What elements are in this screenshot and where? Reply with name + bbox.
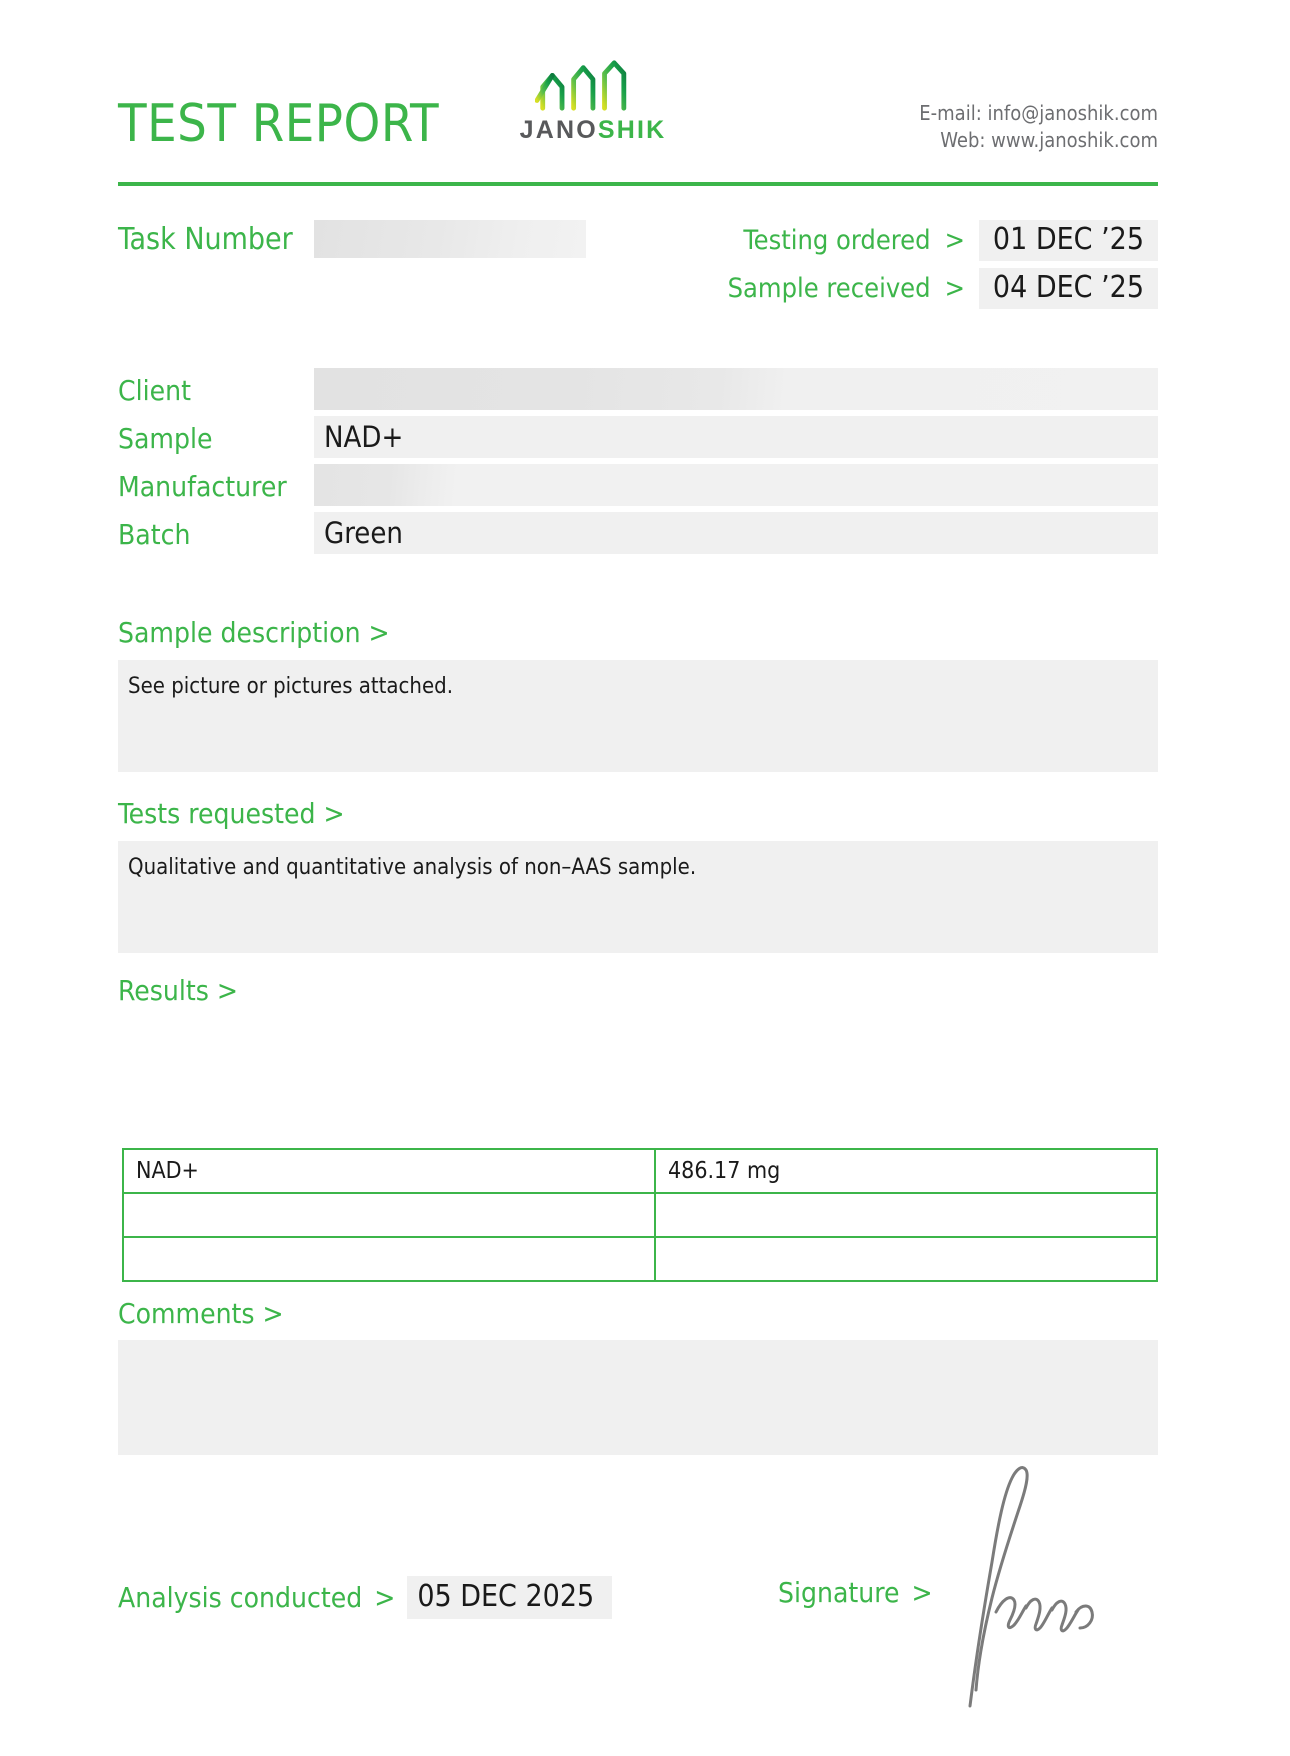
logo-wordmark [503, 116, 683, 145]
batch-value: Green [324, 516, 403, 550]
table-row [123, 1149, 1157, 1193]
report-sheet [118, 0, 1158, 1756]
caret-icon: > [944, 273, 965, 304]
testing-ordered-value: 01 DEC ’25 [979, 220, 1158, 261]
tests-requested-text: Qualitative and quantitative analysis of non–AAS sample. [128, 855, 697, 880]
contact-info [919, 100, 1158, 154]
caret-icon: > [911, 1576, 933, 1609]
comments-heading: Comments > [118, 1297, 284, 1330]
sample-received-value: 04 DEC ’25 [979, 268, 1158, 309]
chart-growth-icon [535, 58, 651, 114]
result-amount [655, 1193, 1157, 1237]
sample-label: Sample [118, 422, 213, 455]
contact-email: E-mail: info@janoshik.com [919, 101, 1158, 125]
client-label: Client [118, 374, 191, 407]
info-row-batch [118, 512, 1158, 556]
analysis-conducted-row [118, 1576, 612, 1619]
signature-label: Signature [778, 1576, 900, 1609]
handwritten-signature [918, 1458, 1118, 1718]
batch-label: Batch [118, 518, 191, 551]
table-row [123, 1237, 1157, 1281]
testing-ordered-row [743, 220, 1158, 261]
caret-icon: > [374, 1581, 396, 1614]
batch-value-field [314, 512, 1158, 554]
sample-description-text: See picture or pictures attached. [128, 674, 454, 699]
result-amount: 486.17 mg [655, 1149, 1157, 1193]
logo-text-dark: JANO [519, 116, 598, 144]
logo-text-green: SHIK [597, 116, 667, 144]
manufacturer-label: Manufacturer [118, 470, 287, 503]
caret-icon: > [944, 225, 965, 256]
results-heading: Results > [118, 974, 238, 1007]
comments-text [118, 1340, 1158, 1354]
sample-received-label: Sample received [727, 273, 931, 304]
sample-value: NAD+ [324, 420, 404, 454]
sample-description-panel [118, 660, 1158, 772]
task-number-value-redacted [314, 220, 586, 258]
info-row-sample [118, 416, 1158, 460]
result-analyte [123, 1193, 655, 1237]
client-value-redacted [314, 368, 1158, 410]
report-header [118, 0, 1158, 160]
signature-row [778, 1576, 933, 1609]
report-footer [118, 1558, 1158, 1756]
info-row-client [118, 368, 1158, 412]
analysis-conducted-label: Analysis conducted [118, 1581, 363, 1614]
results-table [122, 1148, 1158, 1282]
task-row [118, 212, 1158, 322]
sample-description-heading: Sample description > [118, 616, 390, 649]
comments-panel [118, 1340, 1158, 1455]
sample-info-block [118, 368, 1158, 560]
contact-web: Web: www.janoshik.com [940, 128, 1158, 152]
testing-ordered-label: Testing ordered [743, 225, 931, 256]
result-amount [655, 1237, 1157, 1281]
page-title: TEST REPORT [118, 94, 440, 154]
tests-requested-heading: Tests requested > [118, 797, 345, 830]
company-logo [503, 58, 683, 145]
table-row [123, 1193, 1157, 1237]
manufacturer-value-redacted [314, 464, 1158, 506]
info-row-manufacturer [118, 464, 1158, 508]
result-analyte: NAD+ [123, 1149, 655, 1193]
sample-received-row [728, 268, 1158, 309]
task-number-label: Task Number [118, 222, 293, 257]
header-divider [118, 182, 1158, 186]
sample-value-field [314, 416, 1158, 458]
analysis-conducted-date: 05 DEC 2025 [407, 1576, 612, 1619]
tests-requested-panel [118, 841, 1158, 953]
result-analyte [123, 1237, 655, 1281]
